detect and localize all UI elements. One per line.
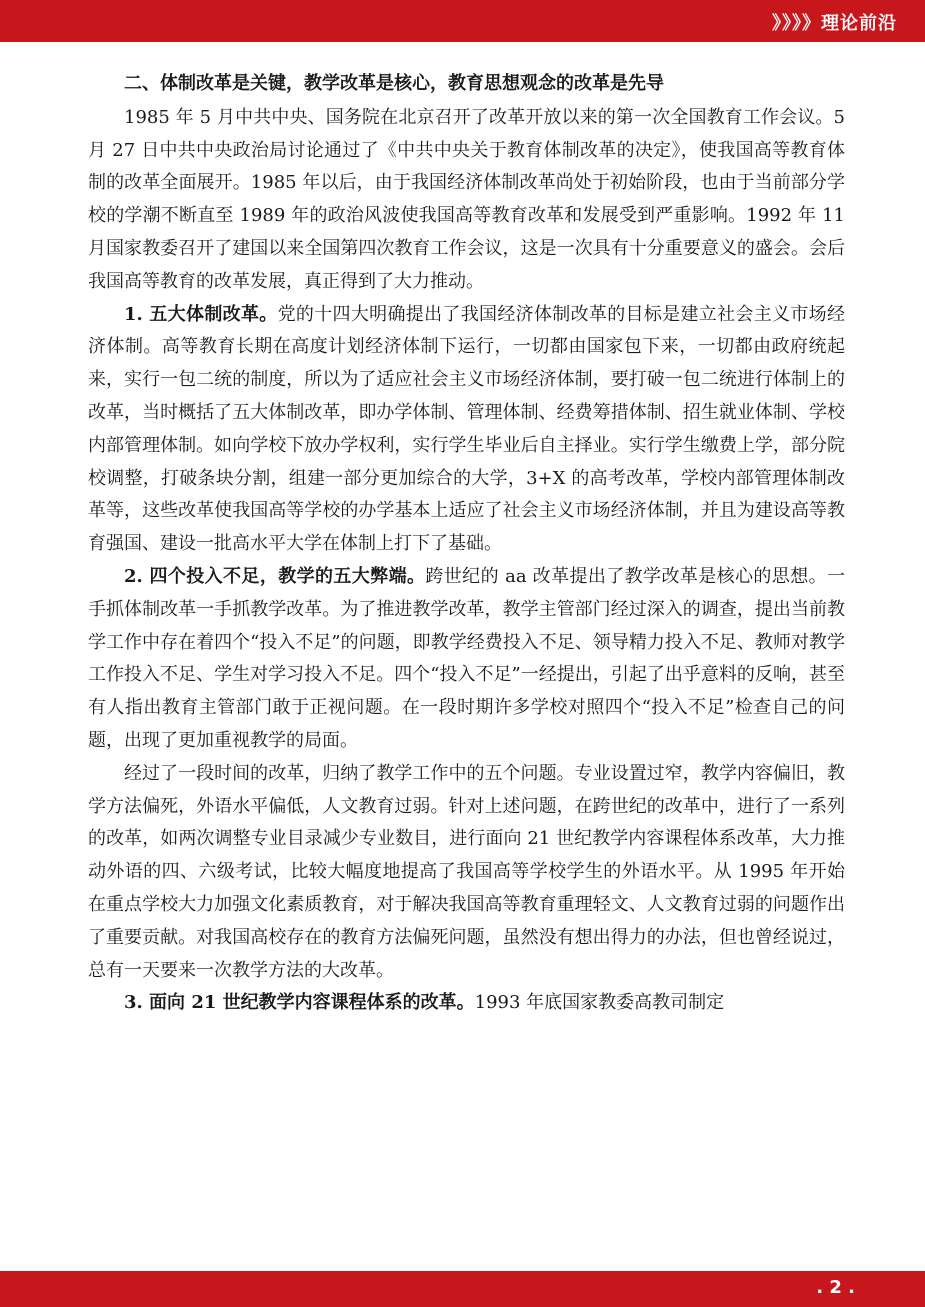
- section-heading: 二、体制改革是关键，教学改革是核心，教育思想观念的改革是先导: [124, 73, 664, 94]
- paragraph-curriculum-reform: [88, 987, 845, 1020]
- paragraph-text: 党的十四大明确提出了我国经济体制改革的目标是建立社会主义市场经济体制。高等教育长期在高度计划经济体制下运行，一切都由国家包下来，一切都由政府统起来，实行一包二统的制度，所以为了适应社会主义市场经济体制，要打破一包二统进行体制上的改革，当时概括了五大体制改革，即办学体制、管理体制、经费筹措体制、招生就业体制、学校内部管理体制。如向学校下放办学权利，实行学生毕业后自主择业。实行学生缴费上学，部分院校调整，打破条块分割，组建一部分更加综合的大学，3+X 的高考改革，学校内部管理体制改革等，这些改革使我国高等学校的办学基本上适应了社会主义市场经济体制，并且为建设高等教育强国、建设一批高水平大学在体制上打下了基础。: [88, 303, 845, 555]
- footer-bar: [0, 1271, 925, 1307]
- header-bar: [0, 0, 925, 42]
- paragraph-text: 跨世纪的 aa 改革提出了教学改革是核心的思想。一手抓体制改革一手抓教学改革。为了推进教学改革，教学主管部门经过深入的调查，提出当前教学工作中存在着四个“投入不足”的问题，即教学经费投入不足、领导精力投入不足、教师对教学工作投入不足、学生对学习投入不足。四个“投入不足”一经提出，引起了出乎意料的反响，甚至有人指出教育主管部门敢于正视问题。在一段时期许多学校对照四个“投入不足”检查自己的问题，出现了更加重视教学的局面。: [88, 565, 845, 751]
- paragraph-intro: 1985 年 5 月中共中央、国务院在北京召开了改革开放以来的第一次全国教育工作会议。5 月 27 日中共中央政治局讨论通过了《中共中央关于教育体制改革的决定》，使我国高等教育体制的改革全面展开。1985 年以后，由于我国经济体制改革尚处于初始阶段，也由于当前部分学校的学潮不断直至 1989 年的政治风波使我国高等教育改革和发展受到严重影响。1992 年 11 月国家教委召开了建国以来全国第四次教育工作会议，这是一次具有十分重要意义的盛会。会后我国高等教育的改革发展，真正得到了大力推动。: [88, 106, 845, 292]
- paragraph-teaching-issues: [88, 561, 845, 758]
- article-body: [88, 68, 845, 1020]
- paragraph-lead: 3. 面向 21 世纪教学内容课程体系的改革。: [124, 992, 475, 1014]
- paragraph-lead: 2. 四个投入不足，教学的五大弊端。: [124, 565, 426, 587]
- page-number: . 2 .: [816, 1277, 855, 1298]
- paragraph-five-problems: 经过了一段时间的改革，归纳了教学工作中的五个问题。专业设置过窄，教学内容偏旧，教学方法偏死，外语水平偏低，人文教育过弱。针对上述问题，在跨世纪的改革中，进行了一系列的改革，如两次调整专业目录减少专业数目，进行面向 21 世纪教学内容课程体系改革，大力推动外语的四、六级考试，比较大幅度地提高了我国高等学校学生的外语水平。从 1995 年开始在重点学校大力加强文化素质教育，对于解决我国高等教育重理轻文、人文教育过弱的问题作出了重要贡献。对我国高校存在的教育方法偏死问题，虽然没有想出得力的办法，但也曾经说过，总有一天要来一次教学方法的大改革。: [88, 762, 845, 981]
- paragraph-lead: 1. 五大体制改革。: [124, 303, 278, 325]
- paragraph-reform-systems: [88, 299, 845, 561]
- section-title: 》》》》理论前沿: [772, 13, 897, 34]
- paragraph-text: 1993 年底国家教委高教司制定: [474, 992, 725, 1014]
